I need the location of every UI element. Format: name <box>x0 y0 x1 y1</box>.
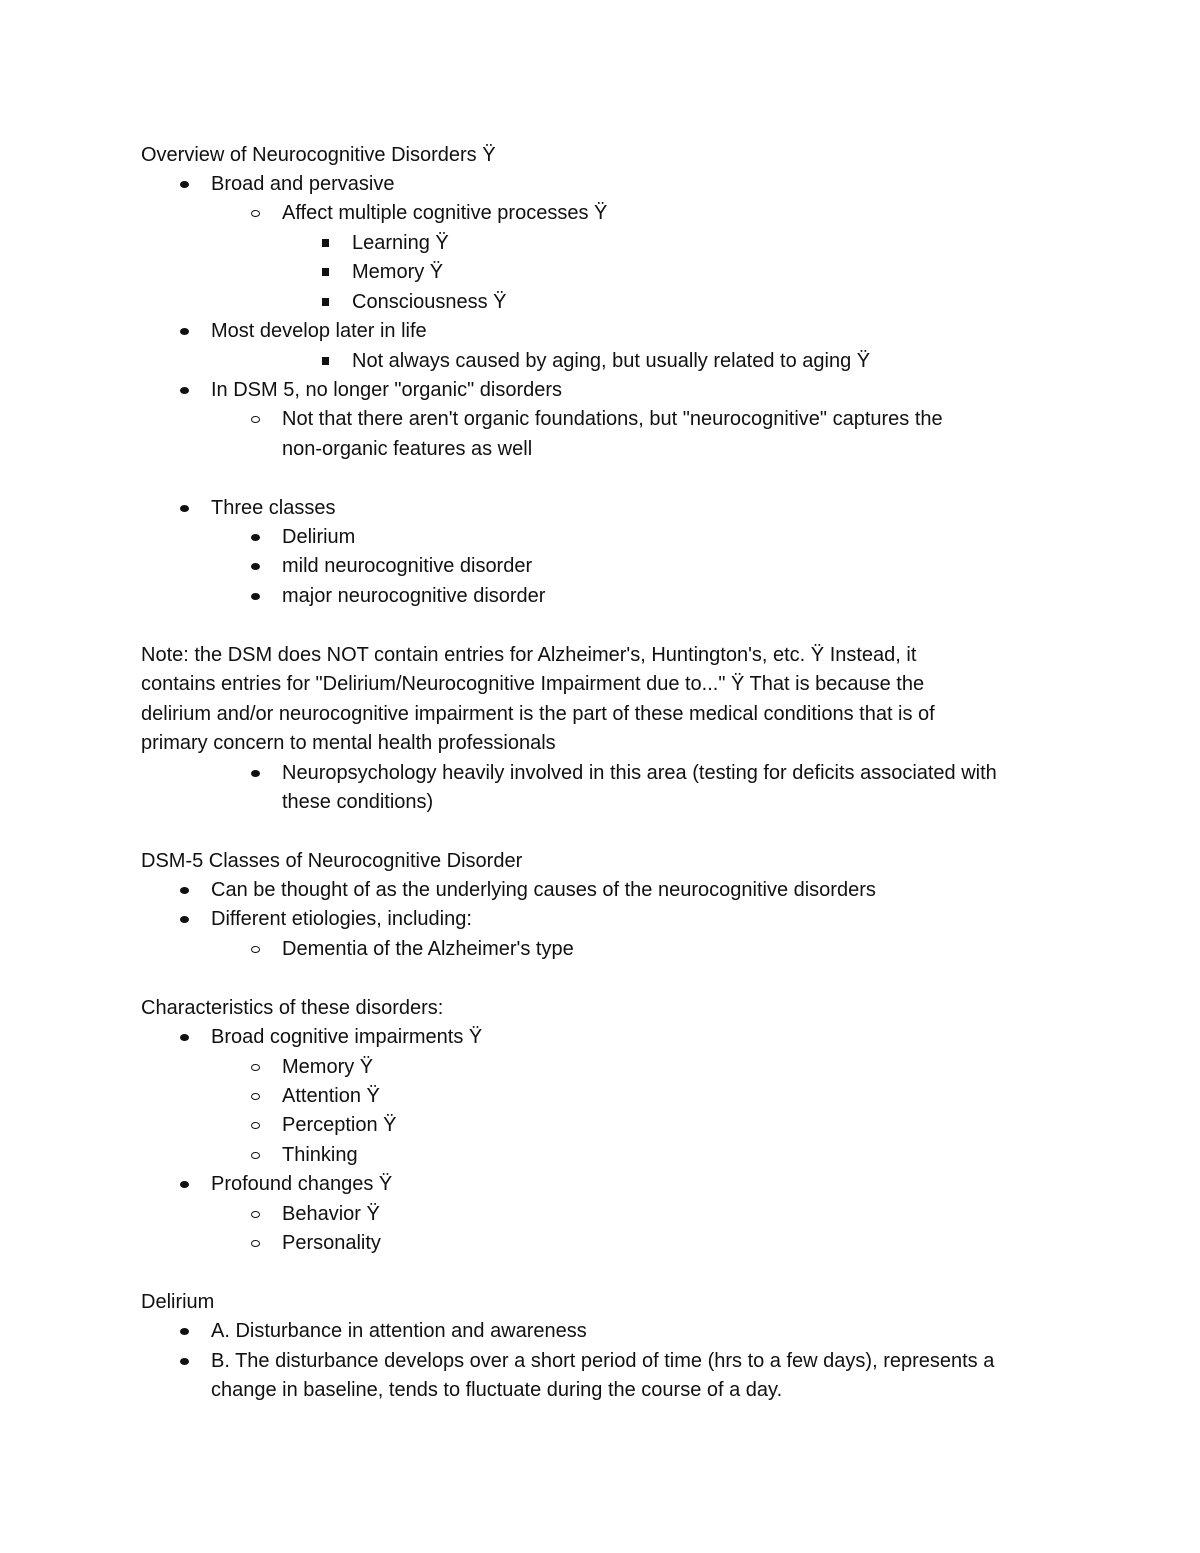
line-text: Dementia of the Alzheimer's type <box>282 938 574 960</box>
bullet-dot-icon <box>247 554 267 578</box>
line-text: Thinking <box>282 1144 358 1166</box>
line-text: Affect multiple cognitive processes Ÿ <box>282 202 608 224</box>
line-text: contains entries for "Delirium/Neurocognitive Impairment due to..." Ÿ That is because the <box>141 673 925 695</box>
bullet-circle-icon <box>247 407 267 431</box>
bullet-dot-icon <box>176 1319 196 1343</box>
bullet-square-icon <box>318 260 338 284</box>
line-text: delirium and/or neurocognitive impairment is the part of these medical conditions that is of <box>141 703 935 725</box>
line-text: primary concern to mental health professionals <box>141 732 556 754</box>
bullet-circle-icon <box>247 1084 267 1108</box>
bullet-dot-icon <box>247 525 267 549</box>
line-text: Personality <box>282 1232 381 1254</box>
bullet-square-icon <box>318 290 338 314</box>
line-text: Perception Ÿ <box>282 1114 397 1136</box>
bullet-circle-icon <box>247 1055 267 1079</box>
bullet-circle-icon <box>247 201 267 225</box>
bullet-circle-icon <box>247 1202 267 1226</box>
bullet-dot-icon <box>176 496 196 520</box>
bullet-dot-icon <box>176 1349 196 1373</box>
bullet-circle-icon <box>247 1143 267 1167</box>
line-text: Memory Ÿ <box>352 261 444 283</box>
line-text: Behavior Ÿ <box>282 1203 380 1225</box>
line-text: Most develop later in life <box>211 320 427 342</box>
bullet-dot-icon <box>247 761 267 785</box>
line-text: mild neurocognitive disorder <box>282 555 533 577</box>
line-text: A. Disturbance in attention and awareness <box>211 1320 587 1342</box>
bullet-circle-icon <box>247 1231 267 1255</box>
line-text: Three classes <box>211 497 336 519</box>
line-text: Memory Ÿ <box>282 1056 374 1078</box>
bullet-square-icon <box>318 231 338 255</box>
line-text: Can be thought of as the underlying causes of the neurocognitive disorders <box>211 879 876 901</box>
bullet-circle-icon <box>247 937 267 961</box>
line-text: DSM-5 Classes of Neurocognitive Disorder <box>141 850 523 872</box>
line-text: Profound changes Ÿ <box>211 1173 393 1195</box>
bullet-dot-icon <box>176 172 196 196</box>
line-text: these conditions) <box>282 791 434 813</box>
line-text: Neuropsychology heavily involved in this area (testing for deficits associated with <box>282 762 997 784</box>
bullet-dot-icon <box>176 1025 196 1049</box>
line-text: B. The disturbance develops over a short period of time (hrs to a few days), represents a <box>211 1350 995 1372</box>
line-text: Learning Ÿ <box>352 232 449 254</box>
line-text: Characteristics of these disorders: <box>141 997 444 1019</box>
line-text: Consciousness Ÿ <box>352 291 507 313</box>
line-text: Delirium <box>282 526 356 548</box>
line-text: Not that there aren't organic foundations, but "neurocognitive" captures the <box>282 408 943 430</box>
line-text: Broad and pervasive <box>211 173 395 195</box>
line-text: non-organic features as well <box>282 438 533 460</box>
bullet-dot-icon <box>176 907 196 931</box>
line-text: Note: the DSM does NOT contain entries for Alzheimer's, Huntington's, etc. Ÿ Instead, it <box>141 644 917 666</box>
bullet-dot-icon <box>176 1172 196 1196</box>
line-text: Attention Ÿ <box>282 1085 380 1107</box>
line-text: change in baseline, tends to fluctuate during the course of a day. <box>211 1379 783 1401</box>
bullet-circle-icon <box>247 1113 267 1137</box>
line-text: Overview of Neurocognitive Disorders Ÿ <box>141 144 496 166</box>
bullet-dot-icon <box>176 378 196 402</box>
bullet-square-icon <box>318 349 338 373</box>
line-text: Delirium <box>141 1291 215 1313</box>
line-text: Different etiologies, including: <box>211 908 472 930</box>
bullet-dot-icon <box>176 319 196 343</box>
line-text: Broad cognitive impairments Ÿ <box>211 1026 483 1048</box>
bullet-dot-icon <box>176 878 196 902</box>
bullet-dot-icon <box>247 584 267 608</box>
line-text: In DSM 5, no longer "organic" disorders <box>211 379 563 401</box>
line-text: Not always caused by aging, but usually related to aging Ÿ <box>352 350 871 372</box>
line-text: major neurocognitive disorder <box>282 585 546 607</box>
